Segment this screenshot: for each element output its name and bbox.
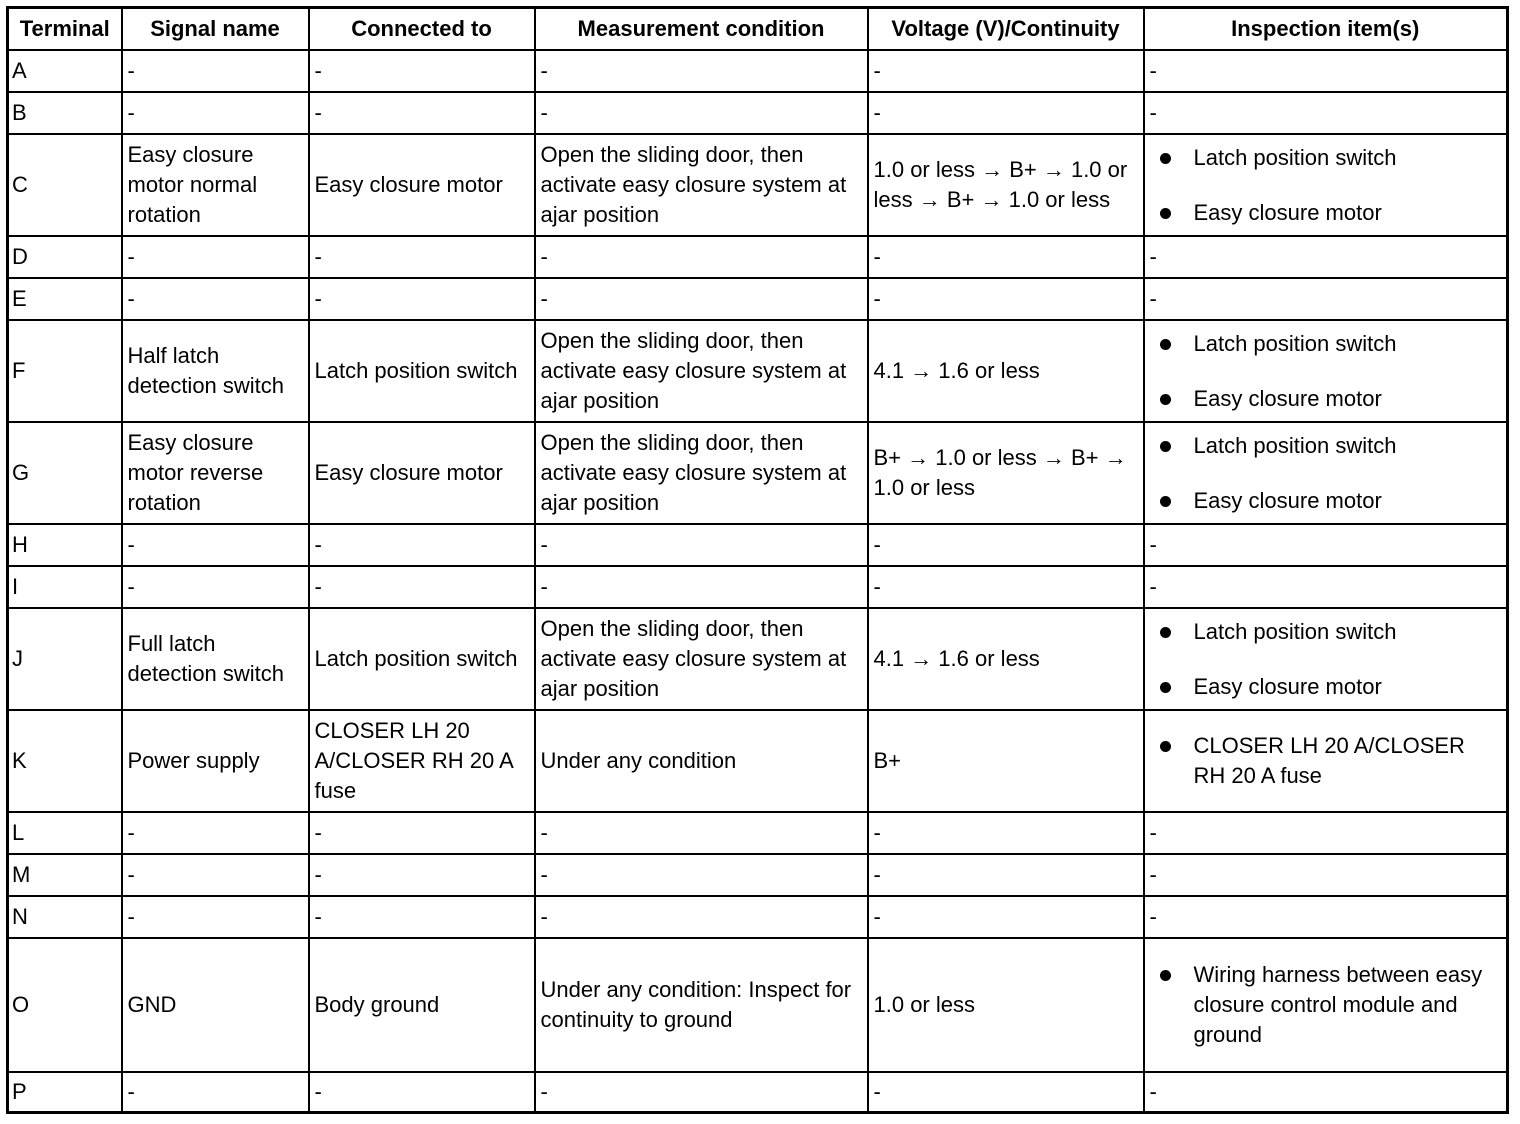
- table-row: [8, 608, 1508, 710]
- cell-signal-name: -: [122, 524, 309, 566]
- cell-inspection-items: [1144, 566, 1508, 608]
- inspection-item: Latch position switch: [1194, 329, 1502, 359]
- cell-voltage-continuity: -: [868, 1072, 1144, 1112]
- cell-inspection-items: [1144, 854, 1508, 896]
- cell-measurement-condition: Open the sliding door, then activate easy closure system at ajar position: [535, 422, 868, 524]
- cell-signal-name: Easy closure motor reverse rotation: [122, 422, 309, 524]
- cell-measurement-condition: Under any condition: [535, 710, 868, 812]
- inspection-item: -: [1149, 58, 1157, 83]
- cell-voltage-continuity: B+: [868, 710, 1144, 812]
- inspection-item: -: [1149, 532, 1157, 557]
- inspection-item: -: [1149, 244, 1157, 269]
- cell-terminal: D: [8, 236, 122, 278]
- cell-connected-to: Easy closure motor: [309, 134, 535, 236]
- table-row: [8, 524, 1508, 566]
- cell-connected-to: -: [309, 50, 535, 92]
- inspection-item: Latch position switch: [1194, 617, 1502, 647]
- cell-inspection-items: [1144, 1072, 1508, 1112]
- cell-measurement-condition: -: [535, 1072, 868, 1112]
- inspection-item: Easy closure motor: [1194, 384, 1502, 414]
- header-row: [8, 8, 1508, 51]
- cell-voltage-continuity: -: [868, 812, 1144, 854]
- cell-signal-name: -: [122, 854, 309, 896]
- cell-inspection-items: [1144, 50, 1508, 92]
- cell-connected-to: Latch position switch: [309, 320, 535, 422]
- cell-connected-to: -: [309, 92, 535, 134]
- cell-measurement-condition: Open the sliding door, then activate easy closure system at ajar position: [535, 320, 868, 422]
- inspection-item: -: [1149, 820, 1157, 845]
- inspection-list: [1150, 431, 1502, 516]
- cell-inspection-items: [1144, 92, 1508, 134]
- cell-signal-name: -: [122, 278, 309, 320]
- cell-connected-to: -: [309, 236, 535, 278]
- cell-voltage-continuity: -: [868, 854, 1144, 896]
- table-row: [8, 278, 1508, 320]
- cell-measurement-condition: Open the sliding door, then activate easy closure system at ajar position: [535, 608, 868, 710]
- cell-voltage-continuity: B+ → 1.0 or less → B+ → 1.0 or less: [868, 422, 1144, 524]
- cell-voltage-continuity: 1.0 or less: [868, 938, 1144, 1072]
- cell-terminal: G: [8, 422, 122, 524]
- table-row: [8, 320, 1508, 422]
- cell-connected-to: -: [309, 524, 535, 566]
- cell-terminal: J: [8, 608, 122, 710]
- cell-terminal: K: [8, 710, 122, 812]
- cell-signal-name: Easy closure motor normal rotation: [122, 134, 309, 236]
- cell-terminal: A: [8, 50, 122, 92]
- cell-terminal: F: [8, 320, 122, 422]
- cell-signal-name: GND: [122, 938, 309, 1072]
- cell-voltage-continuity: 1.0 or less → B+ → 1.0 or less → B+ → 1.0 or less: [868, 134, 1144, 236]
- inspection-list: [1150, 329, 1502, 414]
- inspection-item: Wiring harness between easy closure control module and ground: [1194, 960, 1502, 1050]
- cell-measurement-condition: -: [535, 524, 868, 566]
- cell-inspection-items: [1144, 608, 1508, 710]
- inspection-item: Easy closure motor: [1194, 672, 1502, 702]
- cell-measurement-condition: -: [535, 236, 868, 278]
- cell-terminal: M: [8, 854, 122, 896]
- cell-terminal: L: [8, 812, 122, 854]
- cell-connected-to: -: [309, 566, 535, 608]
- cell-measurement-condition: -: [535, 278, 868, 320]
- cell-terminal: H: [8, 524, 122, 566]
- table-row: [8, 50, 1508, 92]
- cell-connected-to: -: [309, 1072, 535, 1112]
- inspection-item: Easy closure motor: [1194, 198, 1502, 228]
- cell-inspection-items: [1144, 812, 1508, 854]
- cell-inspection-items: [1144, 710, 1508, 812]
- table-row: [8, 566, 1508, 608]
- cell-measurement-condition: -: [535, 50, 868, 92]
- cell-signal-name: -: [122, 896, 309, 938]
- inspection-item: -: [1149, 862, 1157, 887]
- inspection-item: Easy closure motor: [1194, 486, 1502, 516]
- cell-terminal: N: [8, 896, 122, 938]
- cell-connected-to: -: [309, 278, 535, 320]
- inspection-item: -: [1149, 574, 1157, 599]
- cell-signal-name: -: [122, 1072, 309, 1112]
- cell-connected-to: -: [309, 896, 535, 938]
- header-inspection-items: Inspection item(s): [1144, 8, 1508, 51]
- cell-connected-to: -: [309, 854, 535, 896]
- cell-terminal: P: [8, 1072, 122, 1112]
- cell-connected-to: Body ground: [309, 938, 535, 1072]
- cell-measurement-condition: -: [535, 566, 868, 608]
- table-row: [8, 812, 1508, 854]
- cell-voltage-continuity: -: [868, 236, 1144, 278]
- inspection-item: Latch position switch: [1194, 143, 1502, 173]
- inspection-item: -: [1149, 1078, 1157, 1104]
- cell-signal-name: -: [122, 812, 309, 854]
- cell-connected-to: Latch position switch: [309, 608, 535, 710]
- inspection-list: [1150, 143, 1502, 228]
- cell-inspection-items: [1144, 134, 1508, 236]
- cell-signal-name: -: [122, 566, 309, 608]
- cell-signal-name: Full latch detection switch: [122, 608, 309, 710]
- cell-voltage-continuity: 4.1 → 1.6 or less: [868, 608, 1144, 710]
- inspection-item: Latch position switch: [1194, 431, 1502, 461]
- inspection-item: CLOSER LH 20 A/CLOSER RH 20 A fuse: [1194, 731, 1502, 791]
- cell-voltage-continuity: -: [868, 896, 1144, 938]
- table-row: [8, 1072, 1508, 1112]
- cell-measurement-condition: Under any condition: Inspect for continuity to ground: [535, 938, 868, 1072]
- header-measurement-condition: Measurement condition: [535, 8, 868, 51]
- table-row: [8, 236, 1508, 278]
- cell-measurement-condition: -: [535, 854, 868, 896]
- inspection-list: [1150, 617, 1502, 702]
- header-signal-name: Signal name: [122, 8, 309, 51]
- table-row: [8, 896, 1508, 938]
- cell-signal-name: -: [122, 50, 309, 92]
- cell-connected-to: CLOSER LH 20 A/CLOSER RH 20 A fuse: [309, 710, 535, 812]
- inspection-list: [1150, 960, 1502, 1050]
- terminal-inspection-table: [6, 6, 1509, 1114]
- cell-terminal: E: [8, 278, 122, 320]
- header-connected-to: Connected to: [309, 8, 535, 51]
- cell-inspection-items: [1144, 278, 1508, 320]
- inspection-item: -: [1149, 100, 1157, 125]
- table-row: [8, 854, 1508, 896]
- cell-voltage-continuity: -: [868, 524, 1144, 566]
- cell-terminal: C: [8, 134, 122, 236]
- cell-connected-to: -: [309, 812, 535, 854]
- cell-voltage-continuity: -: [868, 278, 1144, 320]
- cell-terminal: B: [8, 92, 122, 134]
- cell-voltage-continuity: -: [868, 566, 1144, 608]
- cell-measurement-condition: -: [535, 896, 868, 938]
- cell-terminal: O: [8, 938, 122, 1072]
- table-row: [8, 938, 1508, 1072]
- cell-signal-name: -: [122, 92, 309, 134]
- header-voltage-continuity: Voltage (V)/Continuity: [868, 8, 1144, 51]
- cell-signal-name: -: [122, 236, 309, 278]
- cell-inspection-items: [1144, 938, 1508, 1072]
- cell-inspection-items: [1144, 422, 1508, 524]
- cell-terminal: I: [8, 566, 122, 608]
- inspection-item: -: [1149, 904, 1157, 929]
- table-row: [8, 134, 1508, 236]
- cell-voltage-continuity: -: [868, 50, 1144, 92]
- table-row: [8, 92, 1508, 134]
- cell-measurement-condition: -: [535, 92, 868, 134]
- cell-signal-name: Half latch detection switch: [122, 320, 309, 422]
- inspection-item: -: [1149, 286, 1157, 311]
- cell-measurement-condition: -: [535, 812, 868, 854]
- cell-voltage-continuity: -: [868, 92, 1144, 134]
- cell-measurement-condition: Open the sliding door, then activate easy closure system at ajar position: [535, 134, 868, 236]
- table-row: [8, 710, 1508, 812]
- header-terminal: Terminal: [8, 8, 122, 51]
- inspection-list: [1150, 731, 1502, 791]
- cell-inspection-items: [1144, 236, 1508, 278]
- cell-inspection-items: [1144, 896, 1508, 938]
- cell-connected-to: Easy closure motor: [309, 422, 535, 524]
- cell-inspection-items: [1144, 524, 1508, 566]
- cell-voltage-continuity: 4.1 → 1.6 or less: [868, 320, 1144, 422]
- cell-signal-name: Power supply: [122, 710, 309, 812]
- table-row: [8, 422, 1508, 524]
- cell-inspection-items: [1144, 320, 1508, 422]
